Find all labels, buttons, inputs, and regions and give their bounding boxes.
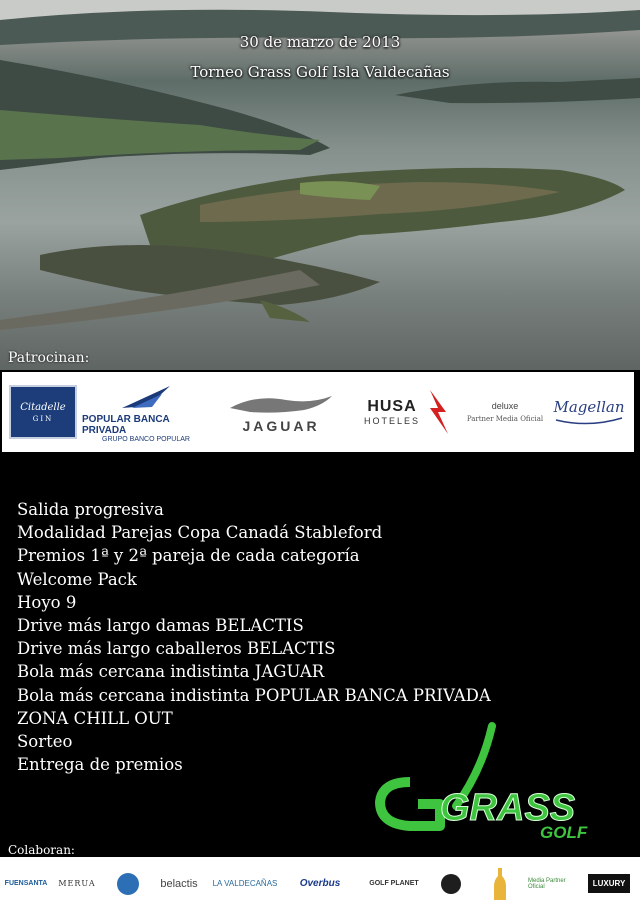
collaborator-fuensanta-logo: FUENSANTA: [4, 880, 48, 887]
collaborator-bottle-logo: [478, 857, 522, 910]
event-title: Torneo Grass Golf Isla Valdecañas: [190, 63, 450, 81]
program-item: Bola más cercana indistinta POPULAR BANCA PRIVADA: [17, 685, 491, 705]
hero-image: [0, 0, 640, 370]
sponsor-sub: Partner Media Oficial: [466, 415, 544, 423]
sponsor-jaguar-logo: [216, 372, 346, 452]
sponsor-band: [2, 372, 634, 452]
sponsor-sub: GRUPO BANCO POPULAR: [102, 435, 190, 443]
blue-circle-icon: [116, 872, 140, 896]
collaborator-merua-logo: MERUA: [58, 879, 96, 888]
lake-island-illustration: [0, 0, 640, 370]
program-item: Drive más largo damas BELACTIS: [17, 616, 304, 636]
magellan-swoosh-icon: [554, 416, 624, 426]
sponsors-heading: Patrocinan:: [8, 350, 90, 366]
popular-wing-icon: [118, 382, 174, 410]
collaborator-valdecanas-logo: LA VALDECAÑAS: [212, 879, 278, 888]
program-item: Salida progresiva: [17, 500, 164, 519]
sponsor-deluxe-logo: [466, 372, 544, 452]
program-item: Welcome Pack: [17, 569, 137, 589]
collaborator-overbus-logo: Overbus: [299, 878, 341, 889]
sponsor-name: Magellan: [553, 398, 625, 416]
sponsor-sub: GIN: [32, 414, 54, 423]
collaborator-roundel-logo: [110, 857, 146, 910]
program-item: Hoyo 9: [17, 592, 77, 612]
sponsor-name: Citadelle: [20, 401, 66, 413]
collaborator-media-partner-logo: Media Partner Oficial: [528, 877, 566, 890]
sponsor-name: POPULAR BANCA PRIVADA: [82, 413, 170, 436]
program-item: Modalidad Parejas Copa Canadá Stableford: [17, 523, 383, 543]
sponsor-name: HUSA: [367, 398, 417, 415]
sponsor-husa-logo: [352, 372, 462, 452]
program-item: Entrega de premios: [17, 755, 183, 775]
sponsor-magellan-logo: [546, 372, 632, 452]
collaborator-band: [0, 857, 640, 910]
sponsor-popular-logo: [82, 372, 210, 452]
brand-word-golf: GOLF: [540, 823, 588, 840]
collaborator-dark-roundel-logo: [436, 857, 466, 910]
dark-circle-icon: [440, 873, 462, 895]
grass-golf-logo: [370, 720, 625, 840]
sponsor-citadelle-logo: [8, 372, 78, 452]
program-item: Drive más largo caballeros BELACTIS: [17, 639, 336, 659]
jaguar-leaper-icon: [226, 390, 336, 418]
collaborators-heading: Colaboran:: [8, 843, 75, 857]
program-item: Bola más cercana indistinta JAGUAR: [17, 662, 325, 682]
program-item: ZONA CHILL OUT: [17, 708, 173, 728]
program-item: Sorteo: [17, 732, 73, 752]
husa-bolt-icon: [426, 388, 450, 436]
sponsor-name: JAGUAR: [242, 418, 320, 434]
collaborator-belactis-logo: belactis: [160, 877, 198, 890]
brand-word-grass: GRASS: [440, 787, 576, 829]
collaborator-luxury-logo: LUXURY: [584, 857, 634, 910]
sponsor-name: deluxe: [491, 401, 519, 411]
collaborator-golfplanet-logo: GOLF PLANET: [369, 880, 419, 887]
event-date: 30 de marzo de 2013: [239, 33, 401, 51]
bottle-icon: [493, 866, 507, 902]
sponsor-sub: HOTELES: [363, 416, 420, 426]
program-item: Premios 1ª y 2ª pareja de cada categoría: [17, 546, 360, 566]
